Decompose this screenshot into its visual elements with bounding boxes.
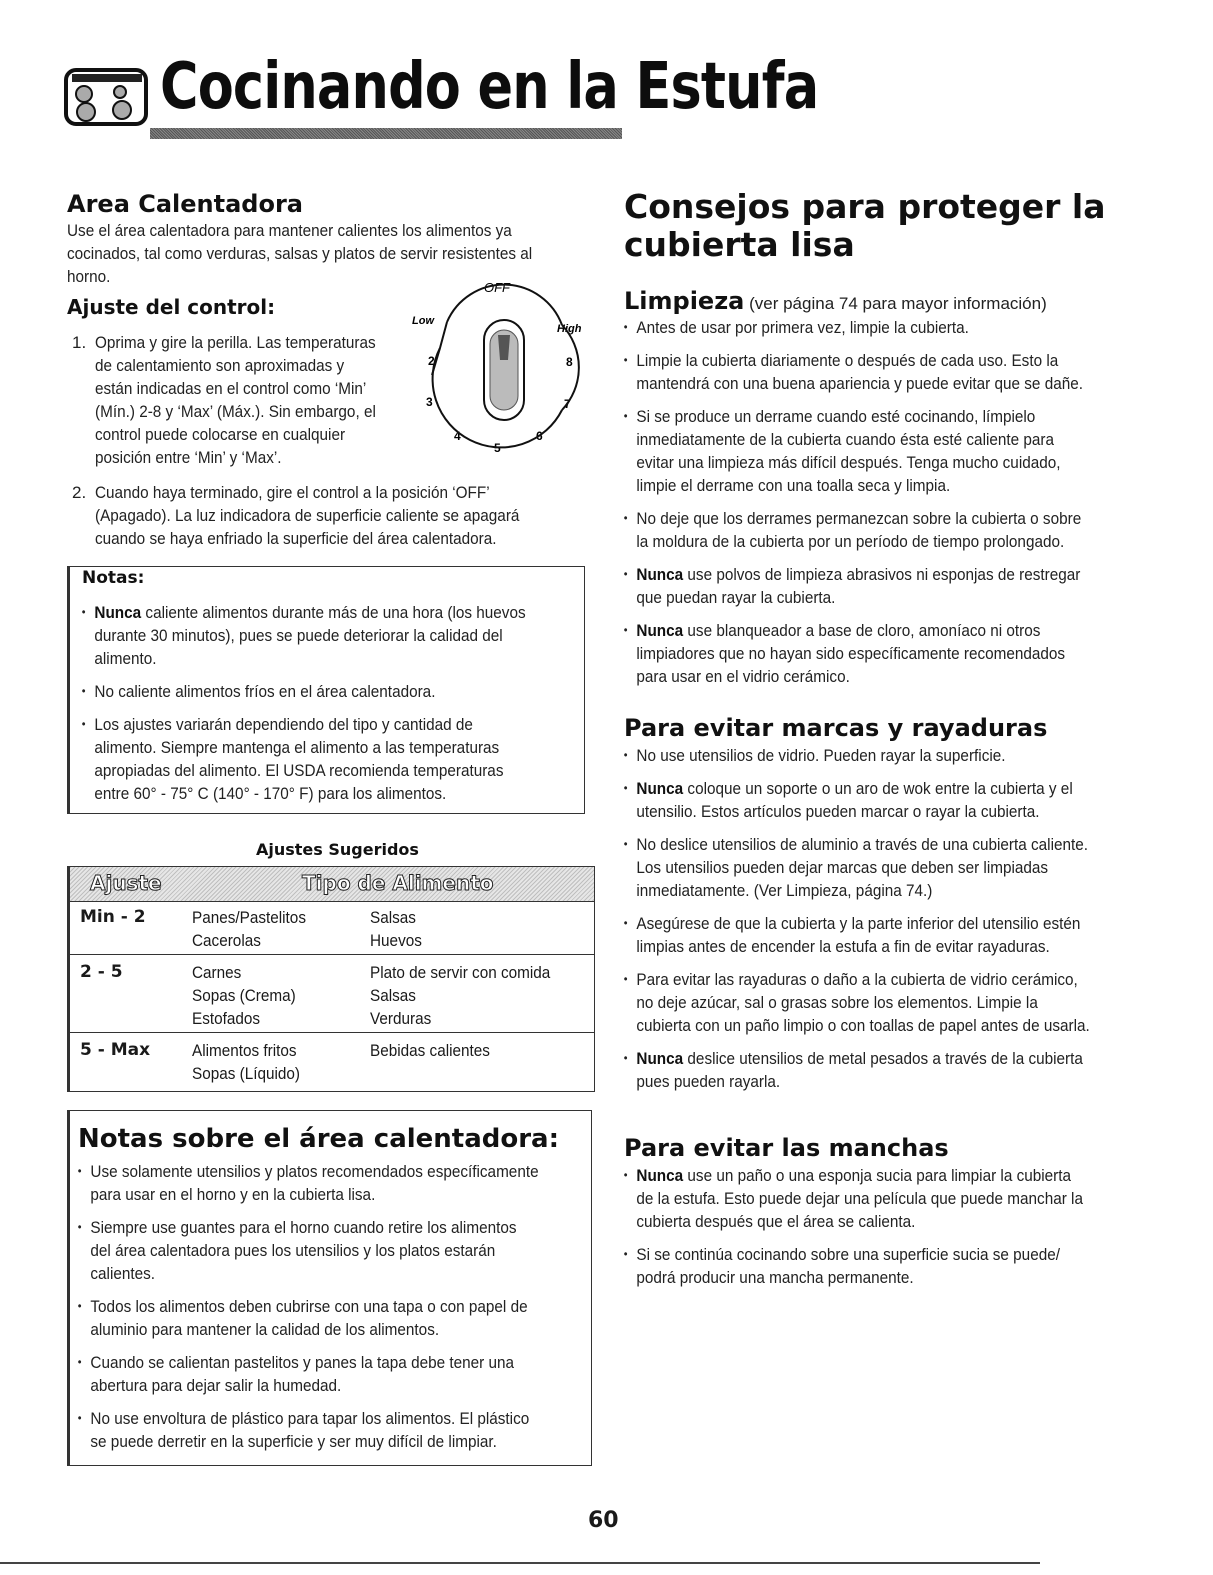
- dial-high-label: High: [557, 323, 582, 335]
- text-line: alimento. Siempre mantenga el alimento a las temperaturas: [94, 738, 500, 757]
- step2-text: [95, 481, 599, 550]
- dial-low-label: Low: [412, 315, 434, 327]
- text-line: Consejos para proteger la: [624, 187, 1106, 226]
- list-item: [80, 713, 566, 805]
- step1-text: [95, 331, 419, 469]
- limpieza-heading: [624, 287, 1047, 315]
- text-line: deslice utensilios de metal pesados a través de la cubierta: [683, 1049, 1083, 1068]
- table-cell: [370, 1039, 490, 1062]
- notes2-list: [76, 1160, 587, 1463]
- text-line: Cuando se calientan pastelitos y panes la tapa debe tener una: [90, 1353, 515, 1372]
- table-cell: [192, 906, 306, 952]
- page-number: 60: [588, 1508, 619, 1533]
- limpieza-title: Limpieza: [624, 287, 745, 315]
- text-line: para usar en el vidrio cerámico.: [636, 667, 850, 686]
- text-line: Cuando haya terminado, gire el control a la posición ‘OFF’: [95, 483, 490, 502]
- text-line: Salsas: [370, 908, 416, 927]
- text-line: cocinados, tal como verduras, salsas y platos de servir resistentes al: [67, 244, 533, 263]
- text-line: no deje azúcar, sal o grasas sobre los elementos. Limpie la: [636, 993, 1038, 1012]
- text-line: Si se continúa cocinando sobre una superficie sucia se puede/: [636, 1245, 1060, 1264]
- text-line: inmediatamente. (Ver Limpieza, página 74.): [636, 881, 933, 900]
- dial-4-label: 4: [454, 429, 461, 443]
- list-item: [622, 1047, 1144, 1093]
- text-line: (Mín.) 2-8 y ‘Max’ (Máx.). Sin embargo, el: [95, 402, 376, 421]
- text-line: utensilio. Estos artículos pueden marcar o rayar la cubierta.: [636, 802, 1040, 821]
- list-item: [622, 507, 1144, 553]
- text-line: Use el área calentadora para mantener calientes los alimentos ya: [67, 221, 512, 240]
- emphasis: Nunca: [636, 621, 684, 640]
- title-underline: [150, 128, 622, 139]
- text-line: No deslice utensilios de aluminio a través de una cubierta caliente.: [636, 835, 1089, 854]
- table-cell: [370, 906, 422, 952]
- text-line: limpias antes de encender la estufa a fin de evitar rayaduras.: [636, 937, 1050, 956]
- text-line: Estofados: [192, 1009, 261, 1028]
- list-item: [622, 1243, 1144, 1289]
- notes2-title: Notas sobre el área calentadora:: [78, 1124, 559, 1154]
- text-line: mantendrá con una buena apariencia y puede evitar que se dañe.: [636, 374, 1083, 393]
- text-line: No use envoltura de plástico para tapar los alimentos. El plástico: [90, 1409, 530, 1428]
- emphasis: Nunca: [94, 603, 142, 622]
- dial-6-label: 6: [536, 429, 543, 443]
- text-line: No use utensilios de vidrio. Pueden rayar la superficie.: [636, 746, 1006, 765]
- text-line: cubierta después que el área se calienta.: [636, 1212, 916, 1231]
- list-item: [76, 1160, 587, 1206]
- text-line: limpiadores que no hayan sido específicamente recomendados: [636, 644, 1066, 663]
- text-line: (Apagado). La luz indicadora de superficie caliente se apagará: [95, 506, 520, 525]
- text-line: alimento.: [94, 649, 157, 668]
- text-line: Los utensilios pueden dejar marcas que deben ser limpiadas: [636, 858, 1049, 877]
- dial-3-label: 3: [426, 395, 433, 409]
- list-item: [622, 316, 1144, 339]
- text-line: pues pueden rayarla.: [636, 1072, 781, 1091]
- page-title: Cocinando en la Estufa: [160, 50, 819, 124]
- text-line: Oprima y gire la perilla. Las temperaturas: [95, 333, 376, 352]
- text-line: Alimentos fritos: [192, 1041, 297, 1060]
- list-item: [76, 1216, 587, 1285]
- text-line: Siempre use guantes para el horno cuando retire los alimentos: [90, 1218, 517, 1237]
- text-line: Panes/Pastelitos: [192, 908, 306, 927]
- table-cell: [192, 1039, 300, 1085]
- text-line: están indicadas en el control como ‘Min’: [95, 379, 367, 398]
- text-line: Los ajustes variarán dependiendo del tipo y cantidad de: [94, 715, 473, 734]
- text-line: Verduras: [370, 1009, 432, 1028]
- text-line: cuando se haya enfriado la superficie del área calentadora.: [95, 529, 497, 548]
- list-item: [622, 833, 1144, 902]
- text-line: que puedan rayar la cubierta.: [636, 588, 836, 607]
- list-item: [622, 912, 1144, 958]
- text-line: Salsas: [370, 986, 416, 1005]
- list-item: [76, 1407, 587, 1453]
- text-line: Carnes: [192, 963, 242, 982]
- emphasis: Nunca: [636, 1166, 684, 1185]
- text-line: Use solamente utensilios y platos recomendados específicamente: [90, 1162, 539, 1181]
- text-line: Para evitar las rayaduras o daño a la cubierta de vidrio cerámico,: [636, 970, 1078, 989]
- text-line: de calentamiento son aproximadas y: [95, 356, 345, 375]
- marcas-list: [622, 744, 1144, 1103]
- table-header: [70, 867, 594, 902]
- text-line: No caliente alimentos fríos en el área calentadora.: [94, 682, 436, 701]
- text-line: Todos los alimentos deben cubrirse con una tapa o con papel de: [90, 1297, 528, 1316]
- text-line: calientes.: [90, 1264, 156, 1283]
- dial-5-label: 5: [494, 441, 501, 455]
- table-row: [70, 902, 594, 955]
- table-cell: [192, 961, 296, 1030]
- text-line: para usar en el horno y en la cubierta lisa.: [90, 1185, 376, 1204]
- text-line: inmediatamente de la cubierta cuando ésta esté caliente para: [636, 430, 1055, 449]
- list-item: [622, 777, 1144, 823]
- limpieza-ref: (ver página 74 para mayor información): [744, 294, 1047, 313]
- text-line: podrá producir una mancha permanente.: [636, 1268, 914, 1287]
- text-line: use polvos de limpieza abrasivos ni esponjas de restregar: [683, 565, 1081, 584]
- list-item: [76, 1351, 587, 1397]
- text-line: Sopas (Crema): [192, 986, 296, 1005]
- emphasis: Nunca: [636, 779, 684, 798]
- table-header-tipo: Tipo de Alimento: [302, 871, 494, 895]
- text-line: coloque un soporte o un aro de wok entre la cubierta y el: [683, 779, 1073, 798]
- list-item: [622, 349, 1144, 395]
- marcas-title: Para evitar marcas y rayaduras: [624, 714, 1048, 742]
- dial-8-label: 8: [566, 355, 573, 369]
- ajuste-title: Ajuste del control:: [67, 295, 276, 319]
- text-line: Plato de servir con comida: [370, 963, 551, 982]
- text-line: limpie el derrame con una toalla seca y limpia.: [636, 476, 951, 495]
- notes-list: [80, 601, 566, 815]
- table-row: [70, 955, 594, 1033]
- settings-table: [67, 866, 595, 1092]
- text-line: caliente alimentos durante más de una hora (los huevos: [141, 603, 526, 622]
- text-line: se puede derretir en la superficie y ser muy difícil de limpiar.: [90, 1432, 497, 1451]
- step1-number: 1.: [72, 333, 87, 352]
- text-line: aluminio para mantener la calidad de los alimentos.: [90, 1320, 440, 1339]
- area-intro: [67, 219, 571, 288]
- text-line: evitar una limpieza más difícil después. Tenga mucho cuidado,: [636, 453, 1061, 472]
- table-cell-setting: 2 - 5: [80, 962, 123, 982]
- text-line: Huevos: [370, 931, 422, 950]
- list-item: [622, 1164, 1144, 1233]
- step2-number: 2.: [72, 483, 87, 502]
- text-line: Antes de usar por primera vez, limpie la cubierta.: [636, 318, 969, 337]
- text-line: Asegúrese de que la cubierta y la parte inferior del utensilio estén: [636, 914, 1081, 933]
- control-knob-illustration: [412, 280, 602, 460]
- text-line: horno.: [67, 267, 111, 286]
- text-line: Si se produce un derrame cuando esté cocinando, límpielo: [636, 407, 1036, 426]
- manchas-list: [622, 1164, 1144, 1299]
- dial-2-label: 2: [428, 354, 435, 368]
- text-line: Cacerolas: [192, 931, 261, 950]
- table-cell: [370, 961, 550, 1030]
- list-item: [622, 405, 1144, 497]
- text-line: durante 30 minutos), pues se puede deteriorar la calidad del: [94, 626, 503, 645]
- list-item: [622, 619, 1144, 688]
- text-line: apropiadas del alimento. El USDA recomienda temperaturas: [94, 761, 504, 780]
- text-line: la moldura de la cubierta por un período de tiempo prolongado.: [636, 532, 1065, 551]
- table-row: [70, 1033, 594, 1091]
- text-line: Sopas (Líquido): [192, 1064, 301, 1083]
- table-cell-setting: Min - 2: [80, 907, 146, 927]
- text-line: control puede colocarse en cualquier: [95, 425, 346, 444]
- limpieza-list: [622, 316, 1144, 698]
- text-line: cubierta lisa: [624, 225, 855, 264]
- text-line: use un paño o una esponja sucia para limpiar la cubierta: [683, 1166, 1072, 1185]
- emphasis: Nunca: [636, 565, 684, 584]
- list-item: [80, 680, 566, 703]
- list-item: [622, 563, 1144, 609]
- text-line: cubierta con un paño limpio o con toallas de papel antes de usarla.: [636, 1016, 1090, 1035]
- notes-title: Notas:: [82, 568, 145, 588]
- text-line: posición entre ‘Min’ y ‘Max’.: [95, 448, 282, 467]
- list-item: [80, 601, 566, 670]
- table-caption: Ajustes Sugeridos: [256, 840, 419, 859]
- text-line: No deje que los derrames permanezcan sobre la cubierta o sobre: [636, 509, 1082, 528]
- dial-7-label: 7: [564, 397, 571, 411]
- table-cell-setting: 5 - Max: [80, 1040, 151, 1060]
- list-item: [622, 744, 1144, 767]
- emphasis: Nunca: [636, 1049, 684, 1068]
- text-line: de la estufa. Esto puede dejar una película que puede manchar la: [636, 1189, 1083, 1208]
- text-line: entre 60° - 75° C (140° - 170° F) para los alimentos.: [94, 784, 447, 803]
- area-calentadora-title: Area Calentadora: [67, 190, 304, 218]
- list-item: [622, 968, 1144, 1037]
- list-item: [76, 1295, 587, 1341]
- consejos-title: [624, 188, 1106, 264]
- bottom-rule: [0, 1562, 1040, 1564]
- table-header-ajuste: Ajuste: [90, 871, 162, 895]
- stove-icon: [62, 64, 152, 128]
- text-line: Limpie la cubierta diariamente o después de cada uso. Esto la: [636, 351, 1059, 370]
- text-line: del área calentadora pues los utensilios y los platos estarán: [90, 1241, 496, 1260]
- text-line: Bebidas calientes: [370, 1041, 490, 1060]
- text-line: use blanqueador a base de cloro, amoníaco ni otros: [683, 621, 1041, 640]
- text-line: abertura para dejar salir la humedad.: [90, 1376, 342, 1395]
- manchas-title: Para evitar las manchas: [624, 1134, 949, 1162]
- dial-off-label: OFF: [484, 280, 510, 295]
